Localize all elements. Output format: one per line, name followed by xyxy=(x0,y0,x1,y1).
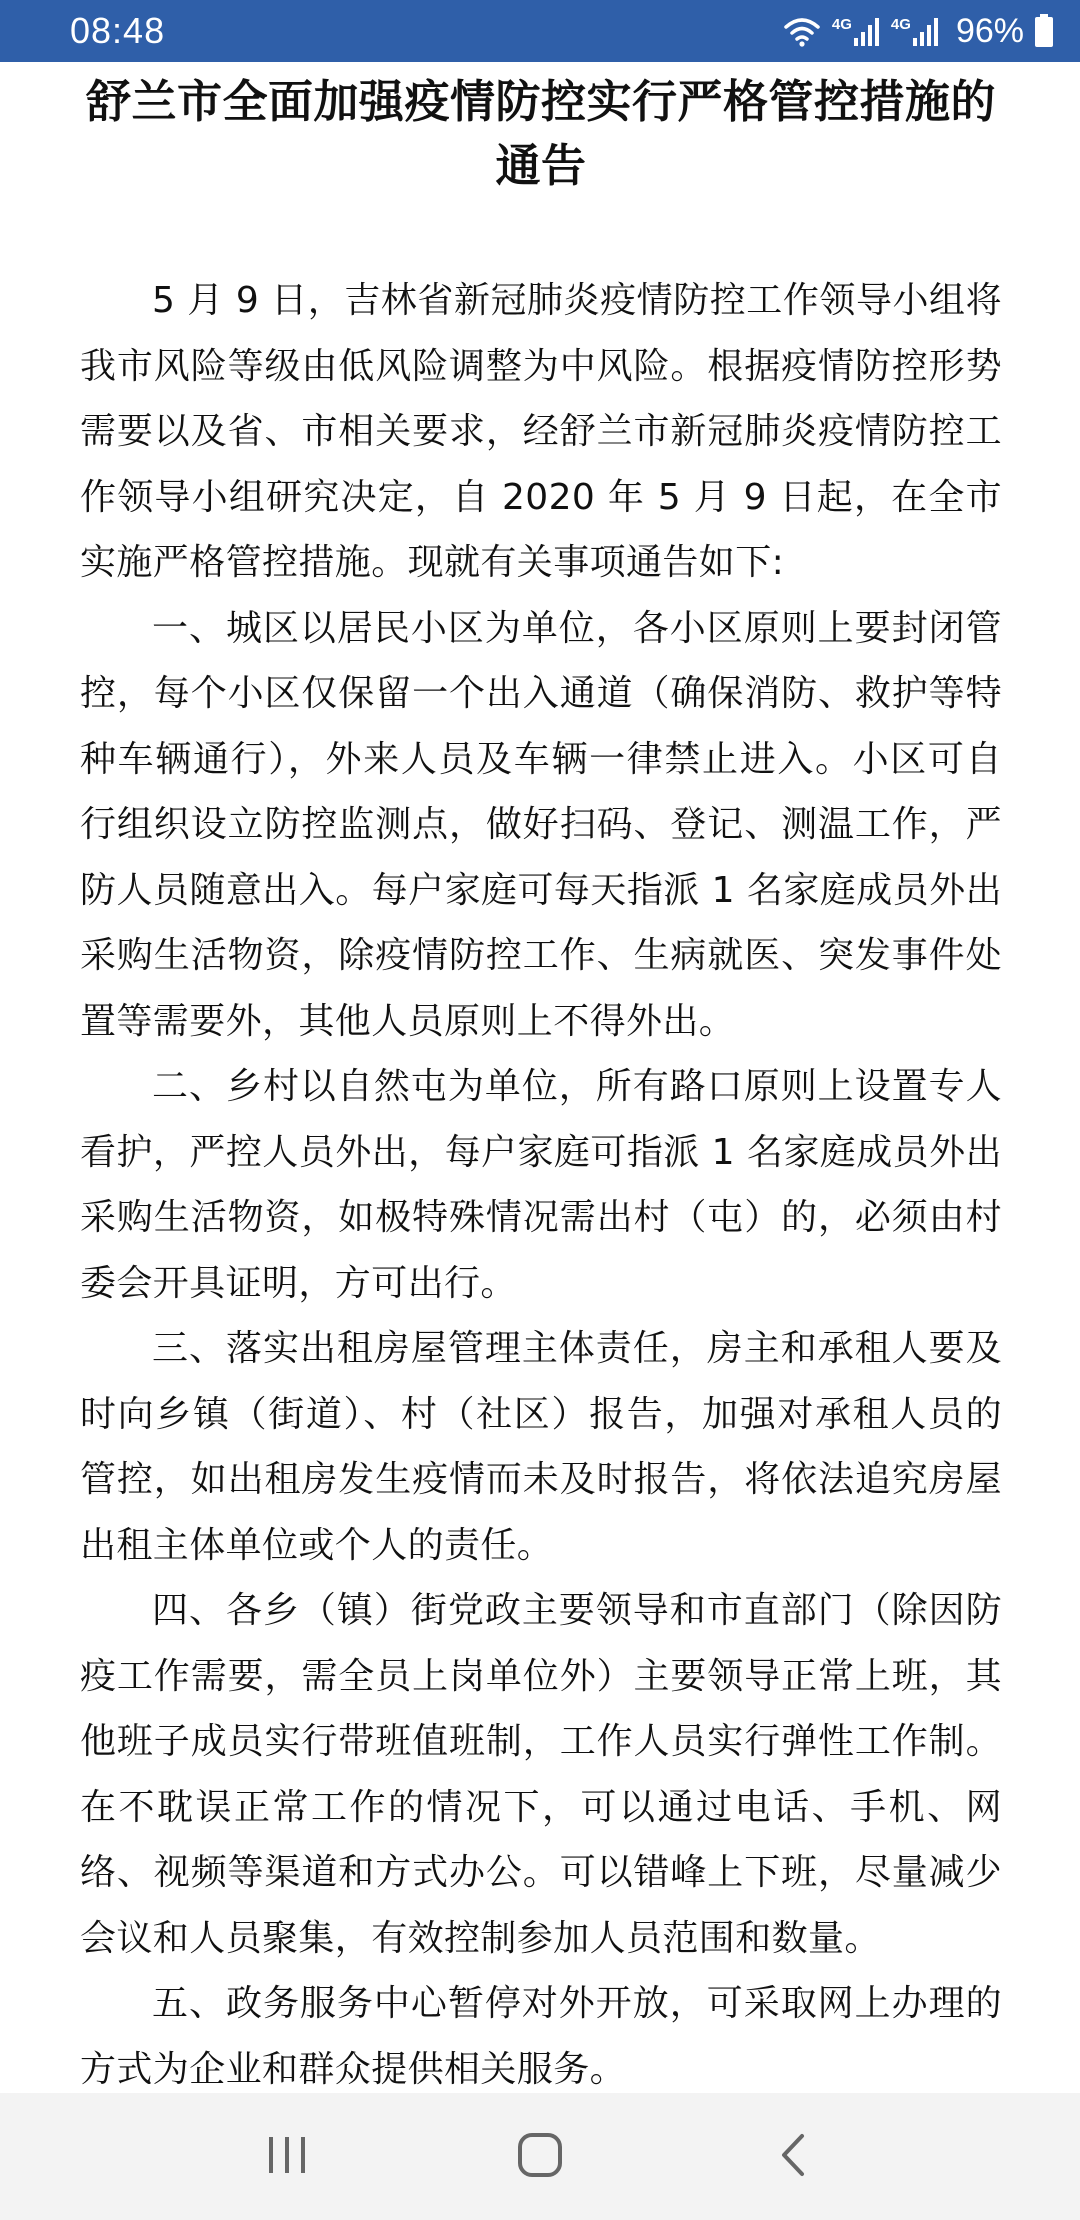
status-time: 08:48 xyxy=(70,10,166,51)
paragraph: 5 月 9 日，吉林省新冠肺炎疫情防控工作领导小组将我市风险等级由低风险调整为中风险。根据疫情防控形势需要以及省、市相关要求，经舒兰市新冠肺炎疫情防控工作领导小组研究决定，自 2020 年 5 月 9 日起，在全市实施严格管控措施。现就有关事项通告如下: xyxy=(80,280,1002,583)
battery-percent: 96% xyxy=(955,11,1024,50)
article-body xyxy=(80,268,1002,2102)
status-icons xyxy=(782,12,1054,51)
back-icon xyxy=(778,2132,808,2182)
recent-apps-button[interactable] xyxy=(242,2112,332,2202)
status-bar xyxy=(0,0,1080,62)
network-type-label: 4G xyxy=(831,16,852,33)
navigation-bar xyxy=(0,2093,1080,2220)
paragraph: 一、城区以居民小区为单位，各小区原则上要封闭管控，每个小区仅保留一个出入通道（确保消防、救护等特种车辆通行），外来人员及车辆一律禁止进入。小区可自行组织设立防控监测点，做好扫码、登记、测温工作，严防人员随意出入。每户家庭可每天指派 1 名家庭成员外出采购生活物资，除疫情防控工作、生病就医、突发事件处置等需要外，其他人员原则上不得外出。 xyxy=(80,607,1002,1042)
paragraph: 五、政务服务中心暂停对外开放，可采取网上办理的方式为企业和群众提供相关服务。 xyxy=(80,1983,1002,2090)
paragraph: 四、各乡（镇）街党政主要领导和市直部门（除因防疫工作需要，需全员上岗单位外）主要领导正常上班，其他班子成员实行带班值班制，工作人员实行弹性工作制。在不耽误正常工作的情况下，可以通过电话、手机、网络、视频等渠道和方式办公。可以错峰上下班，尽量减少会议和人员聚集，有效控制参加人员范围和数量。 xyxy=(80,1590,1002,1959)
home-button[interactable] xyxy=(495,2112,585,2202)
signal-icon xyxy=(891,16,940,46)
recent-apps-icon xyxy=(265,2135,309,2179)
paragraph: 三、落实出租房屋管理主体责任，房主和承租人要及时向乡镇（街道）、村（社区）报告，加强对承租人员的管控，如出租房发生疫情而未及时报告，将依法追究房屋出租主体单位或个人的责任。 xyxy=(80,1328,1002,1566)
wifi-icon xyxy=(782,15,822,47)
paragraph: 二、乡村以自然屯为单位，所有路口原则上设置专人看护，严控人员外出，每户家庭可指派 1 名家庭成员外出采购生活物资，如极特殊情况需出村（屯）的，必须由村委会开具证明，方可出行。 xyxy=(80,1066,1002,1304)
network-type-label: 4G xyxy=(890,16,911,33)
back-button[interactable] xyxy=(748,2112,838,2202)
article xyxy=(80,62,1002,2102)
battery-icon xyxy=(1034,14,1054,48)
article-title: 舒兰市全面加强疫情防控实行严格管控措施的通告 xyxy=(85,75,996,192)
home-icon xyxy=(517,2132,563,2182)
signal-icon xyxy=(832,16,881,46)
